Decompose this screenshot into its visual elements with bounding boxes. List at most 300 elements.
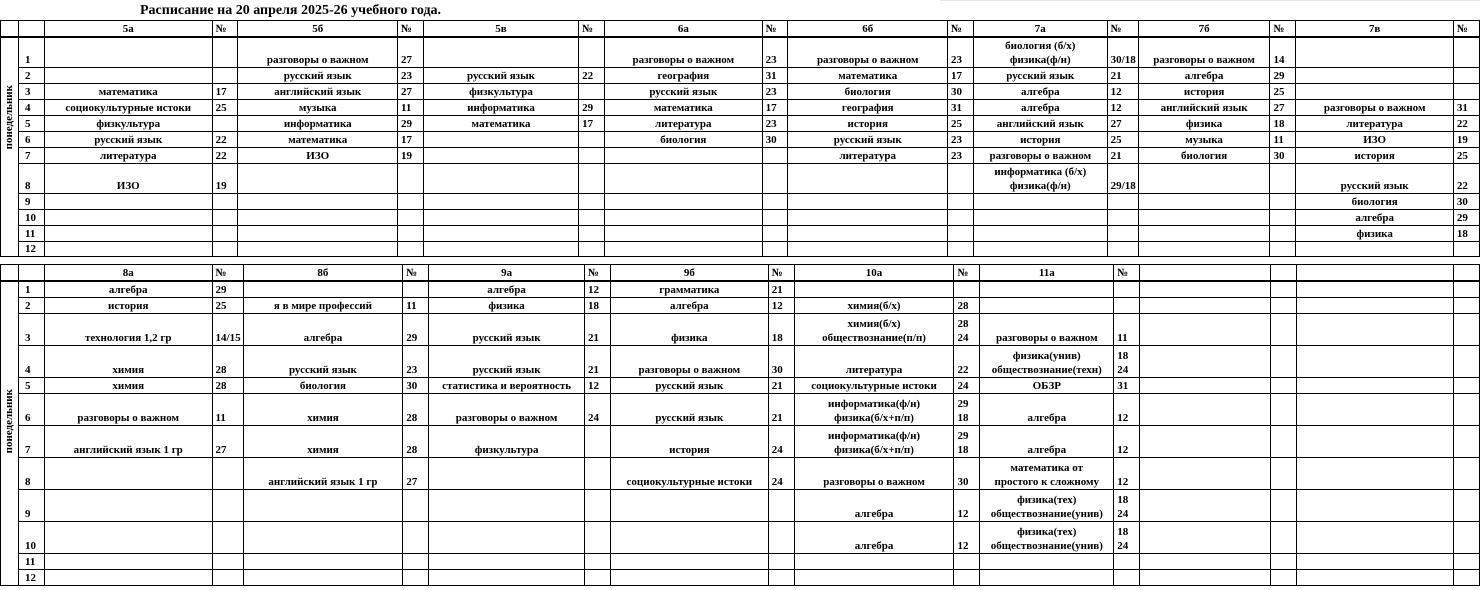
subject-cell: биология <box>1138 147 1270 163</box>
room-cell <box>1271 313 1297 345</box>
class-header: 5а <box>44 21 212 38</box>
title-row <box>0 0 780 21</box>
lesson-number: 11 <box>18 553 44 569</box>
room-cell: 22 <box>1453 115 1479 131</box>
subject-cell: алгебра <box>794 521 954 553</box>
subject-cell <box>788 209 948 225</box>
subject-cell <box>973 241 1107 256</box>
subject-cell <box>1138 225 1270 241</box>
subject-cell <box>243 489 403 521</box>
room-cell <box>1453 393 1479 425</box>
subject-cell: математика <box>605 99 763 115</box>
room-cell <box>1270 225 1296 241</box>
subject-cell <box>1140 457 1271 489</box>
subject-cell <box>1140 281 1271 297</box>
subject-cell: разговоры о важном <box>788 37 948 67</box>
subject-cell <box>243 569 403 585</box>
room-cell: 25 <box>1270 83 1296 99</box>
room-cell <box>1271 553 1297 569</box>
subject-cell <box>1297 345 1454 377</box>
subject-cell: физика <box>610 313 768 345</box>
subject-cell <box>788 225 948 241</box>
room-cell <box>768 553 794 569</box>
room-cell <box>1270 241 1296 256</box>
room-cell: 23 <box>762 83 788 99</box>
room-cell <box>1271 521 1297 553</box>
lesson-row <box>1 377 1480 393</box>
room-cell <box>403 569 429 585</box>
class-header: 6б <box>788 21 948 38</box>
subject-cell <box>605 241 763 256</box>
room-cell: 21 <box>768 393 794 425</box>
subject-cell <box>1140 297 1271 313</box>
room-cell: 30 <box>403 377 429 393</box>
subject-cell <box>980 569 1114 585</box>
room-cell: 12 <box>954 489 980 521</box>
subject-cell: география <box>788 99 948 115</box>
room-header <box>1453 265 1479 282</box>
room-cell <box>1270 193 1296 209</box>
subject-cell <box>1140 313 1271 345</box>
room-cell: 21 <box>585 313 611 345</box>
lesson-number: 6 <box>18 393 44 425</box>
room-cell <box>1453 345 1479 377</box>
subject-cell <box>243 281 403 297</box>
room-header: № <box>212 265 243 282</box>
lesson-row <box>1 209 1480 225</box>
lesson-number: 3 <box>18 83 44 99</box>
subject-cell <box>1138 193 1270 209</box>
room-cell <box>403 553 429 569</box>
class-header: 8б <box>243 265 403 282</box>
corner-cell <box>18 265 44 282</box>
subject-cell: биология <box>243 377 403 393</box>
subject-cell: разговоры о важном <box>1296 99 1454 115</box>
room-cell: 17 <box>579 115 605 131</box>
room-cell <box>212 209 238 225</box>
room-cell: 23 <box>762 115 788 131</box>
subject-cell: математика <box>423 115 578 131</box>
room-cell: 25 <box>212 297 243 313</box>
class-header: 5б <box>238 21 398 38</box>
subject-cell: математика <box>238 131 398 147</box>
subject-cell <box>605 163 763 193</box>
room-cell <box>397 209 423 225</box>
subject-cell: информатика(ф/н) физика(б/х+п/п) <box>794 393 954 425</box>
room-cell <box>1114 553 1140 569</box>
room-cell <box>948 241 974 256</box>
room-cell <box>1271 425 1297 457</box>
room-cell <box>1271 457 1297 489</box>
room-cell <box>762 209 788 225</box>
subject-cell <box>610 553 768 569</box>
subject-cell: литература <box>794 345 954 377</box>
room-cell <box>1107 225 1138 241</box>
room-cell: 24 <box>768 425 794 457</box>
subject-cell <box>788 193 948 209</box>
room-cell <box>1453 313 1479 345</box>
subject-cell: английский язык <box>973 115 1107 131</box>
subject-cell <box>1138 163 1270 193</box>
room-cell: 14/15 <box>212 313 243 345</box>
class-header <box>1140 265 1271 282</box>
subject-cell: разговоры о важном <box>1138 37 1270 67</box>
subject-cell <box>1296 67 1454 83</box>
lesson-number: 12 <box>18 241 44 256</box>
room-cell <box>1270 163 1296 193</box>
subject-cell <box>238 241 398 256</box>
subject-cell: литература <box>44 147 212 163</box>
subject-cell: физика <box>429 297 585 313</box>
lesson-number: 10 <box>18 521 44 553</box>
class-header: 7в <box>1296 21 1454 38</box>
room-cell <box>1453 521 1479 553</box>
room-cell: 18 <box>585 297 611 313</box>
class-header: 6а <box>605 21 763 38</box>
subject-cell: информатика <box>238 115 398 131</box>
subject-cell: русский язык <box>610 393 768 425</box>
room-cell <box>579 209 605 225</box>
class-header: 8а <box>44 265 212 282</box>
room-cell <box>1270 209 1296 225</box>
room-cell: 25 <box>212 99 238 115</box>
subject-cell <box>429 569 585 585</box>
room-cell <box>585 457 611 489</box>
room-cell <box>954 553 980 569</box>
room-cell <box>1271 377 1297 393</box>
subject-cell: алгебра <box>794 489 954 521</box>
room-cell: 23 <box>762 37 788 67</box>
room-cell: 17 <box>762 99 788 115</box>
subject-cell: история <box>44 297 212 313</box>
room-cell: 27 <box>397 37 423 67</box>
room-cell: 23 <box>948 131 974 147</box>
lesson-number: 5 <box>18 115 44 131</box>
subject-cell: физика(унив) обществознание(техн) <box>980 345 1114 377</box>
room-cell: 22 <box>954 345 980 377</box>
room-cell: 22 <box>212 147 238 163</box>
room-cell <box>1271 345 1297 377</box>
subject-cell <box>1297 377 1454 393</box>
subject-cell: разговоры о важном <box>980 313 1114 345</box>
subject-cell: разговоры о важном <box>44 393 212 425</box>
subject-cell: русский язык <box>423 67 578 83</box>
subject-cell: литература <box>1296 115 1454 131</box>
subject-cell: история <box>1296 147 1454 163</box>
lesson-row <box>1 393 1480 425</box>
subject-cell: физкультура <box>44 115 212 131</box>
page-title: Расписание на 20 апреля 2025-26 учебного года. <box>140 3 442 18</box>
room-cell: 11 <box>397 99 423 115</box>
header-row <box>1 265 1480 282</box>
subject-cell: русский язык <box>788 131 948 147</box>
subject-cell: химия <box>44 345 212 377</box>
lesson-number: 4 <box>18 99 44 115</box>
subject-cell: алгебра <box>980 425 1114 457</box>
subject-cell: биология <box>788 83 948 99</box>
subject-cell <box>423 163 578 193</box>
subject-cell: английский язык <box>238 83 398 99</box>
subject-cell: история <box>973 131 1107 147</box>
subject-cell <box>794 553 954 569</box>
class-header: 7б <box>1138 21 1270 38</box>
subject-cell <box>610 521 768 553</box>
room-cell: 12 <box>1114 425 1140 457</box>
header-row <box>1 21 1480 38</box>
lesson-number: 2 <box>18 67 44 83</box>
room-cell <box>579 225 605 241</box>
room-cell <box>1271 569 1297 585</box>
lesson-row <box>1 345 1480 377</box>
subject-cell: математика от простого к сложному <box>980 457 1114 489</box>
room-cell: 21 <box>1107 147 1138 163</box>
room-cell: 24 <box>954 377 980 393</box>
subject-cell: химия <box>243 425 403 457</box>
room-cell: 29 <box>403 313 429 345</box>
subject-cell: биология (б/х) физика(ф/н) <box>973 37 1107 67</box>
subject-cell <box>238 193 398 209</box>
subject-cell <box>1140 489 1271 521</box>
subject-cell <box>44 67 212 83</box>
room-cell: 30 <box>768 345 794 377</box>
room-cell <box>585 425 611 457</box>
subject-cell: алгебра <box>973 99 1107 115</box>
room-cell <box>212 569 243 585</box>
subject-cell <box>1297 569 1454 585</box>
subject-cell <box>788 241 948 256</box>
room-header: № <box>768 265 794 282</box>
room-cell: 28 <box>954 297 980 313</box>
subject-cell <box>973 209 1107 225</box>
subject-cell: разговоры о важном <box>794 457 954 489</box>
room-cell <box>762 241 788 256</box>
room-cell <box>768 521 794 553</box>
subject-cell: информатика <box>423 99 578 115</box>
lesson-row <box>1 131 1480 147</box>
lesson-row <box>1 225 1480 241</box>
room-cell <box>212 457 243 489</box>
room-cell: 28 <box>403 425 429 457</box>
room-cell <box>212 67 238 83</box>
subject-cell <box>243 553 403 569</box>
subject-cell: разговоры о важном <box>973 147 1107 163</box>
class-header: 9а <box>429 265 585 282</box>
room-cell: 21 <box>1107 67 1138 83</box>
room-cell <box>579 241 605 256</box>
room-cell <box>403 489 429 521</box>
room-cell <box>1271 297 1297 313</box>
subject-cell <box>423 209 578 225</box>
subject-cell: математика <box>44 83 212 99</box>
subject-cell: история <box>1138 83 1270 99</box>
subject-cell <box>1297 425 1454 457</box>
subject-cell: ИЗО <box>1296 131 1454 147</box>
room-cell: 25 <box>1107 131 1138 147</box>
room-cell: 11 <box>212 393 243 425</box>
lesson-row <box>1 281 1480 297</box>
room-cell <box>585 553 611 569</box>
lesson-row <box>1 83 1480 99</box>
lesson-row <box>1 147 1480 163</box>
subject-cell: ИЗО <box>44 163 212 193</box>
subject-cell <box>423 147 578 163</box>
subject-cell <box>610 569 768 585</box>
lesson-row <box>1 521 1480 553</box>
subject-cell <box>44 457 212 489</box>
room-cell: 18 <box>768 313 794 345</box>
subject-cell <box>605 193 763 209</box>
subject-cell <box>1140 345 1271 377</box>
room-cell: 18 <box>1270 115 1296 131</box>
subject-cell <box>238 163 398 193</box>
lesson-number: 6 <box>18 131 44 147</box>
subject-cell <box>1138 209 1270 225</box>
room-cell <box>579 163 605 193</box>
room-cell: 30 <box>948 83 974 99</box>
subject-cell: ИЗО <box>238 147 398 163</box>
lesson-number: 8 <box>18 457 44 489</box>
corner-cell <box>1 265 19 282</box>
lesson-row <box>1 67 1480 83</box>
lesson-number: 12 <box>18 569 44 585</box>
room-cell: 29 <box>212 281 243 297</box>
subject-cell: социокультурные истоки <box>794 377 954 393</box>
room-header: № <box>403 265 429 282</box>
subject-cell: физика(тех) обществознание(унив) <box>980 521 1114 553</box>
subject-cell: русский язык <box>973 67 1107 83</box>
room-cell: 22 <box>579 67 605 83</box>
room-cell <box>1271 393 1297 425</box>
room-cell <box>948 225 974 241</box>
subject-cell <box>243 521 403 553</box>
subject-cell: алгебра <box>973 83 1107 99</box>
room-cell: 18 24 <box>1114 345 1140 377</box>
room-cell: 12 <box>585 281 611 297</box>
subject-cell <box>423 37 578 67</box>
room-cell: 11 <box>1270 131 1296 147</box>
subject-cell: алгебра <box>1296 209 1454 225</box>
room-cell: 30/18 <box>1107 37 1138 67</box>
room-cell: 27 <box>212 425 243 457</box>
subject-cell: физика(тех) обществознание(унив) <box>980 489 1114 521</box>
lesson-row <box>1 115 1480 131</box>
subject-cell: алгебра <box>610 297 768 313</box>
lesson-number: 9 <box>18 193 44 209</box>
subject-cell <box>429 521 585 553</box>
subject-cell <box>605 147 763 163</box>
subject-cell <box>1297 521 1454 553</box>
lesson-row <box>1 313 1480 345</box>
subject-cell <box>238 225 398 241</box>
subject-cell <box>44 489 212 521</box>
room-cell <box>1453 457 1479 489</box>
subject-cell: русский язык <box>605 83 763 99</box>
subject-cell <box>1297 553 1454 569</box>
room-cell: 23 <box>403 345 429 377</box>
room-cell <box>948 193 974 209</box>
room-cell: 14 <box>1270 37 1296 67</box>
room-cell <box>1114 281 1140 297</box>
subject-cell: русский язык <box>238 67 398 83</box>
corner-cell <box>18 21 44 38</box>
subject-cell <box>1297 489 1454 521</box>
subject-cell <box>1297 393 1454 425</box>
subject-cell: разговоры о важном <box>610 345 768 377</box>
room-cell <box>212 553 243 569</box>
room-cell: 31 <box>1114 377 1140 393</box>
toolbar-edge <box>940 0 1480 5</box>
room-cell: 23 <box>948 147 974 163</box>
subject-cell: разговоры о важном <box>429 393 585 425</box>
room-cell: 11 <box>1114 313 1140 345</box>
room-cell: 29 18 <box>954 393 980 425</box>
room-cell <box>397 193 423 209</box>
room-cell <box>403 281 429 297</box>
room-cell <box>397 163 423 193</box>
subject-cell <box>980 297 1114 313</box>
lesson-row <box>1 457 1480 489</box>
lesson-number: 1 <box>18 37 44 67</box>
subject-cell: география <box>605 67 763 83</box>
subject-cell <box>423 241 578 256</box>
subject-cell <box>610 489 768 521</box>
subject-cell <box>1296 83 1454 99</box>
room-cell <box>397 241 423 256</box>
room-cell: 17 <box>948 67 974 83</box>
lesson-number: 1 <box>18 281 44 297</box>
room-cell <box>397 225 423 241</box>
room-cell: 29 <box>1270 67 1296 83</box>
room-cell <box>1453 37 1479 67</box>
room-cell <box>762 193 788 209</box>
room-cell: 28 24 <box>954 313 980 345</box>
subject-cell <box>1297 281 1454 297</box>
subject-cell: русский язык <box>243 345 403 377</box>
subject-cell <box>1297 457 1454 489</box>
subject-cell: русский язык <box>429 345 585 377</box>
lesson-number: 9 <box>18 489 44 521</box>
subject-cell <box>1296 241 1454 256</box>
room-cell <box>1453 241 1479 256</box>
room-header: № <box>762 21 788 38</box>
subject-cell: грамматика <box>610 281 768 297</box>
room-cell: 17 <box>397 131 423 147</box>
subject-cell <box>429 489 585 521</box>
lesson-row <box>1 489 1480 521</box>
lesson-number: 3 <box>18 313 44 345</box>
room-cell: 28 <box>212 377 243 393</box>
room-cell: 27 <box>1270 99 1296 115</box>
class-header <box>1297 265 1454 282</box>
subject-cell: физкультура <box>423 83 578 99</box>
room-cell: 28 <box>212 345 243 377</box>
room-header: № <box>579 21 605 38</box>
room-cell <box>1271 281 1297 297</box>
room-cell <box>585 521 611 553</box>
subject-cell: физика <box>1296 225 1454 241</box>
schedule-table-top <box>0 20 1480 257</box>
subject-cell: физкультура <box>429 425 585 457</box>
room-cell <box>585 489 611 521</box>
lesson-number: 10 <box>18 209 44 225</box>
subject-cell <box>1296 37 1454 67</box>
subject-cell: русский язык <box>44 131 212 147</box>
room-cell <box>1107 193 1138 209</box>
room-cell <box>1453 281 1479 297</box>
room-cell: 18 24 <box>1114 521 1140 553</box>
subject-cell <box>44 193 212 209</box>
subject-cell <box>44 521 212 553</box>
